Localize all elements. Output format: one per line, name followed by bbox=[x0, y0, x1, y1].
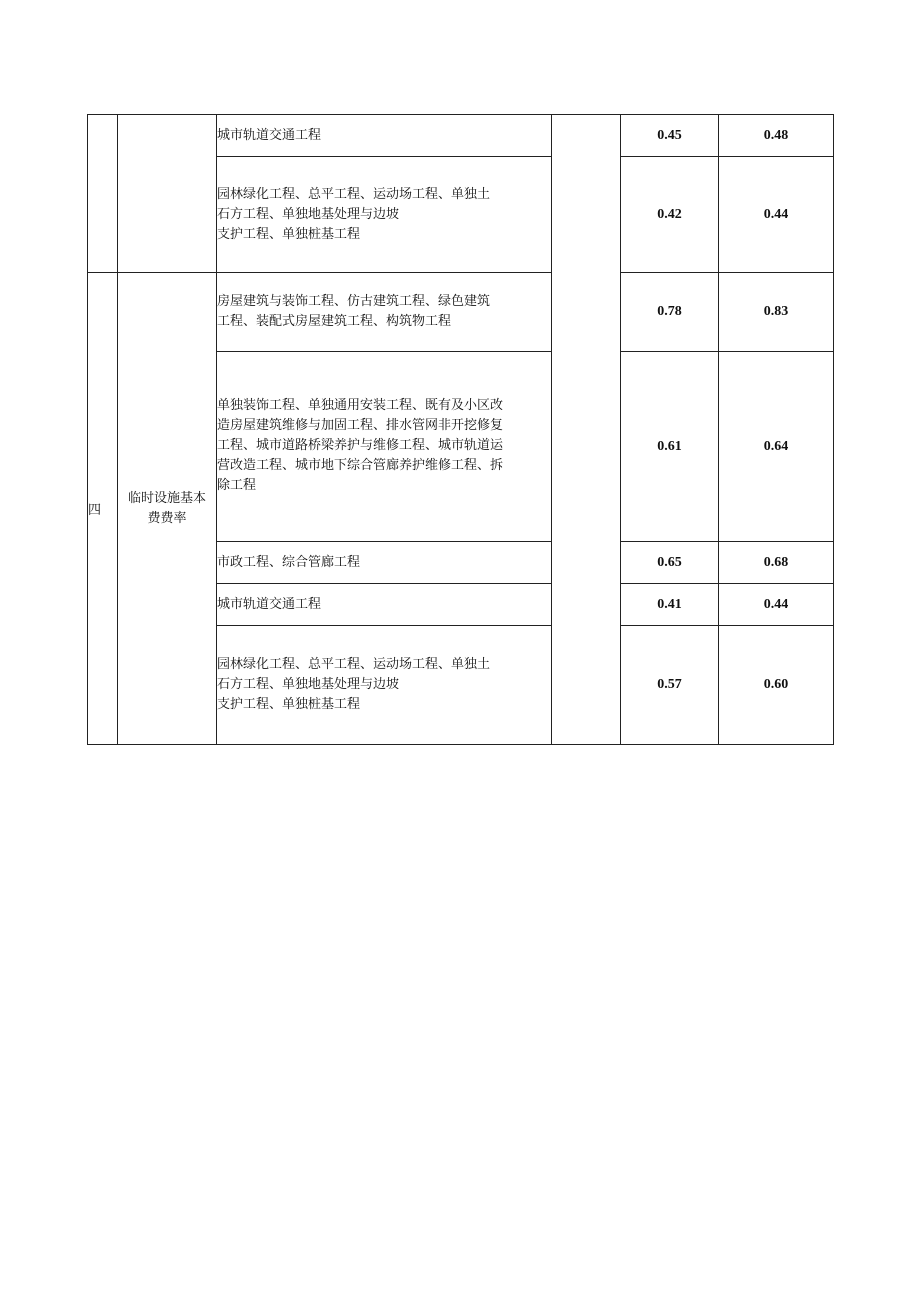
description-cell: 市政工程、综合管廊工程 bbox=[217, 542, 552, 584]
table-row bbox=[88, 115, 834, 157]
rate-2-cell: 0.83 bbox=[719, 273, 834, 352]
rate-1-cell: 0.61 bbox=[621, 352, 719, 542]
rate-1-cell: 0.65 bbox=[621, 542, 719, 584]
blank-column-cell bbox=[552, 115, 621, 745]
name-cell-empty bbox=[118, 115, 217, 273]
rate-1-cell: 0.41 bbox=[621, 584, 719, 626]
rate-2-cell: 0.68 bbox=[719, 542, 834, 584]
table-row bbox=[88, 273, 834, 352]
description-cell: 园林绿化工程、总平工程、运动场工程、单独土 石方工程、单独地基处理与边坡 支护工程、单独桩基工程 bbox=[217, 626, 552, 745]
rate-1-cell: 0.78 bbox=[621, 273, 719, 352]
description-cell: 园林绿化工程、总平工程、运动场工程、单独土 石方工程、单独地基处理与边坡 支护工程、单独桩基工程 bbox=[217, 157, 552, 273]
rate-table bbox=[87, 114, 834, 745]
section-seq: 四 bbox=[88, 273, 118, 745]
rate-1-cell: 0.45 bbox=[621, 115, 719, 157]
description-cell: 城市轨道交通工程 bbox=[217, 584, 552, 626]
rate-2-cell: 0.60 bbox=[719, 626, 834, 745]
rate-1-cell: 0.42 bbox=[621, 157, 719, 273]
description-cell: 房屋建筑与装饰工程、仿古建筑工程、绿色建筑 工程、装配式房屋建筑工程、构筑物工程 bbox=[217, 273, 552, 352]
rate-2-cell: 0.64 bbox=[719, 352, 834, 542]
description-cell: 单独装饰工程、单独通用安装工程、既有及小区改 造房屋建筑维修与加固工程、排水管网非开挖修复 工程、城市道路桥梁养护与维修工程、城市轨道运 营改造工程、城市地下综合管廊养护维修工程、拆 除工程 bbox=[217, 352, 552, 542]
rate-2-cell: 0.44 bbox=[719, 584, 834, 626]
rate-2-cell: 0.48 bbox=[719, 115, 834, 157]
section-name: 临时设施基本 费费率 bbox=[118, 273, 217, 745]
seq-cell-empty bbox=[88, 115, 118, 273]
rate-2-cell: 0.44 bbox=[719, 157, 834, 273]
description-cell: 城市轨道交通工程 bbox=[217, 115, 552, 157]
rate-1-cell: 0.57 bbox=[621, 626, 719, 745]
